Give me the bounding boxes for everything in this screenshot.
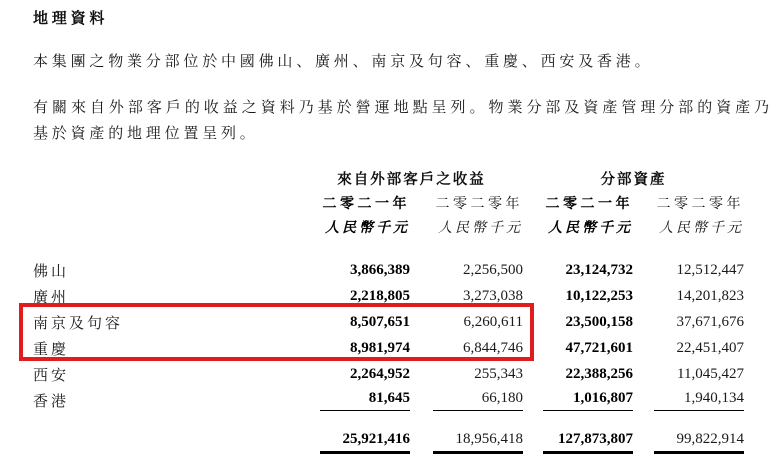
col-unit-assets-2021: 人民幣千元 <box>548 221 633 236</box>
cell-value: 3,866,389 <box>350 261 410 278</box>
cell-value: 10,122,253 <box>565 287 633 304</box>
cell-value: 8,981,974 <box>350 339 410 356</box>
group-header-assets: 分部資產 <box>600 171 667 188</box>
cell-value: 2,256,500 <box>463 261 523 278</box>
row-label: 南京及句容 <box>33 315 124 332</box>
total-value: 25,921,416 <box>320 431 410 454</box>
col-year-revenue-2020: 二零二零年 <box>435 197 523 212</box>
total-value: 18,956,418 <box>433 431 523 454</box>
intro-paragraph: 本集團之物業分部位於中國佛山、廣州、南京及句容、重慶、西安及香港。 <box>33 54 654 70</box>
cell-value: 2,264,952 <box>350 365 410 382</box>
table-total-row <box>33 429 744 455</box>
cell-value: 6,260,611 <box>463 313 523 330</box>
cell-value: 47,721,601 <box>565 339 633 356</box>
col-unit-revenue-2021: 人民幣千元 <box>325 221 410 236</box>
row-label: 重慶 <box>33 341 70 358</box>
cell-value: 14,201,823 <box>676 287 744 304</box>
geographic-segment-table <box>33 165 744 455</box>
cell-value: 8,507,651 <box>350 313 410 330</box>
table-row-chongqing <box>33 335 744 361</box>
row-label: 廣州 <box>33 289 70 306</box>
total-value: 127,873,807 <box>543 431 633 454</box>
cell-value: 3,273,038 <box>463 287 523 304</box>
cell-value: 2,218,805 <box>350 287 410 304</box>
table-row-nanjing-jurong <box>33 309 744 335</box>
cell-value: 1,016,807 <box>543 390 633 411</box>
col-unit-assets-2020: 人民幣千元 <box>659 221 744 236</box>
table-unit-header-row <box>33 215 744 239</box>
cell-value: 22,451,407 <box>676 339 744 356</box>
cell-value: 1,940,134 <box>654 390 744 411</box>
cell-value: 23,500,158 <box>565 313 633 330</box>
table-row-foshan <box>33 257 744 283</box>
col-year-revenue-2021: 二零二一年 <box>322 197 410 212</box>
table-group-header-row <box>33 165 744 191</box>
cell-value: 255,343 <box>474 365 523 382</box>
group-header-revenue: 來自外部客戶之收益 <box>337 171 486 188</box>
row-label: 西安 <box>33 367 70 384</box>
table-year-header-row <box>33 191 744 215</box>
table-row-guangzhou <box>33 283 744 309</box>
cell-value: 6,844,746 <box>463 339 523 356</box>
basis-paragraph: 有關來自外部客戶的收益之資料乃基於營運地點呈列。物業分部及資產管理分部的資產乃基於資產的地理位置呈列。 <box>33 100 773 142</box>
col-year-assets-2021: 二零二一年 <box>545 197 633 212</box>
table-row-xian <box>33 361 744 387</box>
row-label: 香港 <box>33 393 70 410</box>
col-unit-revenue-2020: 人民幣千元 <box>438 221 523 236</box>
cell-value: 22,388,256 <box>565 365 633 382</box>
cell-value: 37,671,676 <box>676 313 744 330</box>
cell-value: 11,045,427 <box>677 365 744 382</box>
total-value: 99,822,914 <box>654 431 744 454</box>
body-total-spacer <box>33 413 744 429</box>
cell-value: 12,512,447 <box>676 261 744 278</box>
row-label: 佛山 <box>33 263 70 280</box>
table-row-hongkong <box>33 387 744 413</box>
col-year-assets-2020: 二零二零年 <box>656 197 744 212</box>
header-body-spacer <box>33 239 744 257</box>
page-title: 地理資料 <box>33 11 109 27</box>
cell-value: 81,645 <box>320 390 410 411</box>
cell-value: 66,180 <box>433 390 523 411</box>
cell-value: 23,124,732 <box>565 261 633 278</box>
